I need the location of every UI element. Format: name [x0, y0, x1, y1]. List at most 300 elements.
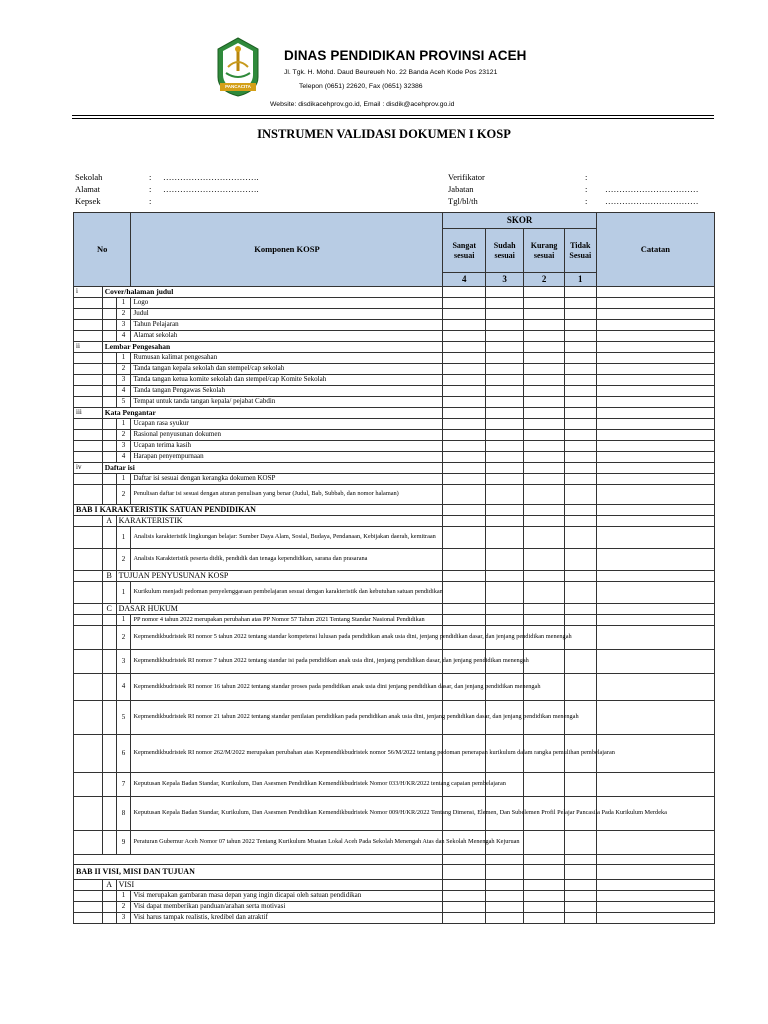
score-cell[interactable]: [524, 364, 564, 375]
item-text: Ucapan rasa syukur: [131, 419, 443, 430]
score-cell[interactable]: [564, 855, 596, 865]
score-cell[interactable]: [443, 331, 486, 342]
score-cell[interactable]: [564, 674, 596, 701]
id-colon: :: [585, 196, 588, 206]
id-colon: :: [585, 184, 588, 194]
score-cell[interactable]: [443, 375, 486, 386]
score-cell[interactable]: [524, 320, 564, 331]
catatan-cell[interactable]: [596, 320, 714, 331]
score-cell[interactable]: [564, 419, 596, 430]
score-cell[interactable]: [486, 615, 524, 626]
table-row: [74, 353, 715, 364]
catatan-cell[interactable]: [596, 331, 714, 342]
score-cell[interactable]: [443, 364, 486, 375]
score-cell[interactable]: [524, 891, 564, 902]
catatan-cell[interactable]: [596, 650, 714, 674]
item-text: PP nomor 4 tahun 2022 merupakan perubahan atas PP Nomor 57 Tahun 2021 Tentang Standar Nasional Pendidikan: [131, 615, 443, 626]
catatan-cell[interactable]: [596, 505, 714, 516]
score-cell[interactable]: [524, 865, 564, 880]
table-row: [74, 913, 715, 924]
item-number: 3: [116, 320, 131, 331]
row-indent: [102, 615, 116, 626]
score-cell[interactable]: [524, 831, 564, 855]
catatan-cell[interactable]: [596, 397, 714, 408]
score-cell[interactable]: [564, 582, 596, 604]
catatan-cell[interactable]: [596, 452, 714, 463]
id-value-sekolah[interactable]: …………………………….: [163, 172, 259, 182]
catatan-cell[interactable]: [596, 549, 714, 571]
table-row: [74, 516, 715, 527]
row-indent: [102, 582, 116, 604]
score-cell[interactable]: [524, 331, 564, 342]
row-number: [74, 549, 103, 571]
score-cell[interactable]: [443, 309, 486, 320]
subsection-letter: A: [102, 880, 116, 891]
score-cell[interactable]: [486, 880, 524, 891]
item-number: 8: [116, 797, 131, 831]
item-number: 4: [116, 674, 131, 701]
score-cell[interactable]: [443, 353, 486, 364]
item-text: Analisis Karakteristik peserta didik, pendidik dan tenaga kependidikan, sarana dan prasarana: [131, 549, 443, 571]
section-title: Cover/halaman judul: [102, 287, 443, 298]
score-cell[interactable]: [564, 880, 596, 891]
score-cell[interactable]: [443, 880, 486, 891]
score-cell[interactable]: [524, 375, 564, 386]
table-row: [74, 408, 715, 419]
score-cell[interactable]: [524, 397, 564, 408]
catatan-cell[interactable]: [596, 463, 714, 474]
row-indent: [102, 913, 116, 924]
subsection-title: KARAKTERISTIK: [116, 516, 443, 527]
score-cell[interactable]: [524, 386, 564, 397]
catatan-cell[interactable]: [596, 615, 714, 626]
score-cell[interactable]: [486, 855, 524, 865]
table-row: [74, 527, 715, 549]
catatan-cell[interactable]: [596, 375, 714, 386]
row-indent: [102, 626, 116, 650]
score-cell[interactable]: [486, 474, 524, 485]
score-cell[interactable]: [486, 505, 524, 516]
table-row: [74, 386, 715, 397]
score-cell[interactable]: [443, 452, 486, 463]
score-cell[interactable]: [564, 441, 596, 452]
row-number: [74, 441, 103, 452]
score-cell[interactable]: [564, 549, 596, 571]
score-cell[interactable]: [524, 474, 564, 485]
score-cell[interactable]: [443, 485, 486, 505]
score-cell[interactable]: [443, 430, 486, 441]
section-title: Kata Pengantar: [102, 408, 443, 419]
score-cell[interactable]: [524, 604, 564, 615]
score-cell[interactable]: [564, 375, 596, 386]
score-cell[interactable]: [564, 773, 596, 797]
score-cell[interactable]: [486, 902, 524, 913]
row-number: [74, 735, 103, 773]
score-cell[interactable]: [486, 397, 524, 408]
score-cell[interactable]: [564, 516, 596, 527]
blank-cell: [74, 855, 443, 865]
score-cell[interactable]: [486, 549, 524, 571]
row-indent: [102, 701, 116, 735]
item-text: Daftar isi sesuai dengan kerangka dokumen KOSP: [131, 474, 443, 485]
catatan-cell[interactable]: [596, 474, 714, 485]
score-cell[interactable]: [524, 419, 564, 430]
catatan-cell[interactable]: [596, 582, 714, 604]
row-indent: [102, 650, 116, 674]
score-cell[interactable]: [524, 650, 564, 674]
score-cell[interactable]: [564, 463, 596, 474]
catatan-cell[interactable]: [596, 880, 714, 891]
score-cell[interactable]: [524, 408, 564, 419]
row-indent: [102, 527, 116, 549]
table-row: [74, 891, 715, 902]
score-cell[interactable]: [524, 902, 564, 913]
row-indent: [102, 831, 116, 855]
score-cell[interactable]: [486, 913, 524, 924]
score-cell[interactable]: [443, 902, 486, 913]
score-cell[interactable]: [486, 287, 524, 298]
score-cell[interactable]: [443, 386, 486, 397]
table-row: [74, 441, 715, 452]
row-number: [74, 309, 103, 320]
score-cell[interactable]: [486, 331, 524, 342]
table-row: [74, 831, 715, 855]
row-number: [74, 773, 103, 797]
score-cell[interactable]: [524, 430, 564, 441]
score-cell[interactable]: [443, 474, 486, 485]
catatan-cell[interactable]: [596, 353, 714, 364]
score-cell[interactable]: [486, 485, 524, 505]
row-number: ii: [74, 342, 103, 353]
catatan-cell[interactable]: [596, 364, 714, 375]
score-cell[interactable]: [443, 505, 486, 516]
score-cell[interactable]: [564, 386, 596, 397]
score-cell[interactable]: [524, 287, 564, 298]
score-cell[interactable]: [564, 902, 596, 913]
score-cell[interactable]: [524, 913, 564, 924]
table-row: [74, 375, 715, 386]
item-number: 4: [116, 331, 131, 342]
score-cell[interactable]: [564, 527, 596, 549]
row-number: [74, 452, 103, 463]
row-number: [74, 797, 103, 831]
score-cell[interactable]: [443, 913, 486, 924]
catatan-cell[interactable]: [596, 527, 714, 549]
catatan-cell[interactable]: [596, 674, 714, 701]
score-cell[interactable]: [443, 287, 486, 298]
header-tidak-sesuai: Tidak Sesuai: [564, 229, 596, 273]
catatan-cell[interactable]: [596, 604, 714, 615]
header-rule-thin: [72, 118, 714, 119]
score-cell[interactable]: [524, 309, 564, 320]
agency-website: Website: disdikacehprov.go.id, Email : disdik@acehprov.go.id: [270, 101, 455, 108]
subsection-letter: C: [102, 604, 116, 615]
score-cell[interactable]: [486, 419, 524, 430]
catatan-cell[interactable]: [596, 701, 714, 735]
score-cell[interactable]: [443, 615, 486, 626]
score-cell[interactable]: [443, 549, 486, 571]
catatan-cell[interactable]: [596, 386, 714, 397]
row-number: [74, 831, 103, 855]
score-cell[interactable]: [524, 441, 564, 452]
catatan-cell[interactable]: [596, 516, 714, 527]
item-number: 4: [116, 386, 131, 397]
score-value-1: 1: [564, 273, 596, 287]
score-cell[interactable]: [564, 353, 596, 364]
score-cell[interactable]: [524, 773, 564, 797]
table-row: [74, 701, 715, 735]
score-cell[interactable]: [486, 582, 524, 604]
score-cell[interactable]: [524, 298, 564, 309]
table-row: [74, 342, 715, 353]
table-row: [74, 419, 715, 430]
score-cell[interactable]: [486, 604, 524, 615]
row-number: [74, 320, 103, 331]
score-cell[interactable]: [524, 505, 564, 516]
score-cell[interactable]: [443, 419, 486, 430]
score-cell[interactable]: [564, 891, 596, 902]
id-value-alamat[interactable]: …………………………….: [163, 184, 259, 194]
id-label-alamat: Alamat: [75, 184, 101, 194]
score-cell[interactable]: [524, 880, 564, 891]
score-cell[interactable]: [486, 342, 524, 353]
item-text: Peraturan Gubernur Aceh Nomor 07 tahun 2022 Tentang Kurikulum Muatan Lokal Aceh Pada Sekolah Menengah Atas dan Sekolah Menengah Kejuruan: [131, 831, 443, 855]
item-number: 2: [116, 626, 131, 650]
score-cell[interactable]: [443, 516, 486, 527]
catatan-cell[interactable]: [596, 342, 714, 353]
score-cell[interactable]: [443, 408, 486, 419]
item-text: Penulisan daftar isi sesuai dengan aturan penulisan yang benar (Judul, Bab, Subbab, dan nomor halaman): [131, 485, 443, 505]
item-text: Tanda tangan ketua komite sekolah dan stempel/cap Komite Sekolah: [131, 375, 443, 386]
score-cell[interactable]: [486, 571, 524, 582]
header-kurang-sesuai: Kurang sesuai: [524, 229, 564, 273]
score-cell[interactable]: [564, 397, 596, 408]
score-cell[interactable]: [443, 298, 486, 309]
score-cell[interactable]: [524, 452, 564, 463]
row-number: [74, 891, 103, 902]
score-cell[interactable]: [524, 485, 564, 505]
row-number: i: [74, 287, 103, 298]
score-cell[interactable]: [486, 516, 524, 527]
catatan-cell[interactable]: [596, 309, 714, 320]
score-cell[interactable]: [486, 408, 524, 419]
item-text: Kepmendikbudristek RI nomor 21 tahun 2022 tentang standar penilaian pendidikan pada pendidikan anak usia dini, jenjang pendidikan dasar, dan jenjang pendidikan menengah: [131, 701, 443, 735]
row-number: [74, 913, 103, 924]
score-cell[interactable]: [564, 287, 596, 298]
score-cell[interactable]: [486, 441, 524, 452]
item-text: Analisis karakteristik lingkungan belajar: Sumber Daya Alam, Sosial, Budaya, Pendanaan, Kebijakan daerah, kemitraan: [131, 527, 443, 549]
score-cell[interactable]: [564, 650, 596, 674]
item-text: Keputusan Kepala Badan Standar, Kurikulum, Dan Asesmen Pendidikan Kemendikbudristek Nomor 009/H/KR/2022 Tentang Dimensi, Elemen, Dan Subelemen Profil Pelajar Pancasila Pada Kurikulum Merdeka: [131, 797, 443, 831]
catatan-cell[interactable]: [596, 287, 714, 298]
table-row: [74, 674, 715, 701]
score-cell[interactable]: [564, 342, 596, 353]
score-cell[interactable]: [486, 375, 524, 386]
score-cell[interactable]: [564, 485, 596, 505]
score-cell[interactable]: [564, 865, 596, 880]
row-number: [74, 674, 103, 701]
header-catatan: Catatan: [596, 213, 714, 287]
subsection-title: DASAR HUKUM: [116, 604, 443, 615]
score-cell[interactable]: [524, 463, 564, 474]
score-cell[interactable]: [564, 604, 596, 615]
catatan-cell[interactable]: [596, 419, 714, 430]
catatan-cell[interactable]: [596, 865, 714, 880]
table-row: [74, 463, 715, 474]
score-cell[interactable]: [564, 452, 596, 463]
score-cell[interactable]: [564, 615, 596, 626]
score-cell[interactable]: [443, 604, 486, 615]
item-text: Visi dapat memberikan panduan/arahan serta motivasi: [131, 902, 443, 913]
table-row: [74, 735, 715, 773]
score-cell[interactable]: [486, 298, 524, 309]
row-indent: [102, 549, 116, 571]
catatan-cell[interactable]: [596, 913, 714, 924]
item-number: 1: [116, 891, 131, 902]
score-cell[interactable]: [564, 831, 596, 855]
row-indent: [102, 298, 116, 309]
id-colon: :: [585, 172, 588, 182]
row-number: [74, 626, 103, 650]
score-cell[interactable]: [486, 452, 524, 463]
score-cell[interactable]: [486, 463, 524, 474]
catatan-cell[interactable]: [596, 773, 714, 797]
row-number: [74, 880, 103, 891]
score-cell[interactable]: [564, 505, 596, 516]
header-rule: [72, 115, 714, 116]
score-cell[interactable]: [443, 441, 486, 452]
table-row: [74, 865, 715, 880]
item-text: Tanda tangan Pengawas Sekolah: [131, 386, 443, 397]
row-indent: [102, 674, 116, 701]
catatan-cell[interactable]: [596, 408, 714, 419]
id-label-tanggal: Tgl/bl/th: [448, 196, 478, 206]
score-cell[interactable]: [564, 913, 596, 924]
score-cell[interactable]: [486, 527, 524, 549]
catatan-cell[interactable]: [596, 626, 714, 650]
subsection-letter: B: [102, 571, 116, 582]
table-body: [74, 287, 715, 924]
score-cell[interactable]: [564, 408, 596, 419]
header-sudah-sesuai: Sudah sesuai: [486, 229, 524, 273]
score-cell[interactable]: [443, 891, 486, 902]
id-value-jabatan[interactable]: ……………………………: [605, 184, 699, 194]
row-number: [74, 397, 103, 408]
score-cell[interactable]: [443, 865, 486, 880]
row-number: [74, 485, 103, 505]
id-value-tanggal[interactable]: ……………………………: [605, 196, 699, 206]
row-number: [74, 650, 103, 674]
table-row: [74, 320, 715, 331]
score-cell[interactable]: [564, 430, 596, 441]
agency-name: DINAS PENDIDIKAN PROVINSI ACEH: [284, 48, 527, 63]
table-row: [74, 797, 715, 831]
row-number: iii: [74, 408, 103, 419]
row-indent: [102, 902, 116, 913]
catatan-cell[interactable]: [596, 298, 714, 309]
item-number: 1: [116, 615, 131, 626]
item-number: 9: [116, 831, 131, 855]
score-cell[interactable]: [486, 865, 524, 880]
item-text: Kurikulum menjadi pedoman penyelenggaraan pembelajaran sesuai dengan karakteristik dan kebutuhan satuan pendidikan: [131, 582, 443, 604]
header-skor: SKOR: [443, 213, 596, 229]
score-cell[interactable]: [564, 474, 596, 485]
catatan-cell[interactable]: [596, 441, 714, 452]
score-cell[interactable]: [486, 320, 524, 331]
score-cell[interactable]: [486, 386, 524, 397]
score-cell[interactable]: [443, 527, 486, 549]
score-cell[interactable]: [486, 353, 524, 364]
score-cell[interactable]: [443, 342, 486, 353]
table-row: [74, 902, 715, 913]
score-cell[interactable]: [524, 615, 564, 626]
row-number: [74, 604, 103, 615]
row-number: [74, 527, 103, 549]
header-no: No: [74, 213, 131, 287]
row-number: [74, 331, 103, 342]
row-indent: [102, 441, 116, 452]
catatan-cell[interactable]: [596, 485, 714, 505]
item-text: Kepmendikbudristek RI nomor 262/M/2022 merupakan perubahan atas Kepmendikbudristek nomor 56/M/2022 tentang pedoman penerapan kurikulum dalam rangka pemulihan pembelajaran: [131, 735, 443, 773]
score-cell[interactable]: [486, 364, 524, 375]
score-cell[interactable]: [564, 320, 596, 331]
item-text: Tempat untuk tanda tangan kepala/ pejabat Cabdin: [131, 397, 443, 408]
catatan-cell[interactable]: [596, 430, 714, 441]
catatan-cell[interactable]: [596, 891, 714, 902]
score-cell[interactable]: [564, 364, 596, 375]
score-cell[interactable]: [524, 353, 564, 364]
table-row: [74, 474, 715, 485]
score-cell[interactable]: [524, 516, 564, 527]
score-cell[interactable]: [524, 855, 564, 865]
score-cell[interactable]: [486, 430, 524, 441]
row-number: [74, 353, 103, 364]
score-cell[interactable]: [524, 582, 564, 604]
score-cell[interactable]: [564, 571, 596, 582]
row-indent: [102, 386, 116, 397]
score-cell[interactable]: [443, 582, 486, 604]
score-cell[interactable]: [524, 527, 564, 549]
score-cell[interactable]: [486, 309, 524, 320]
score-cell[interactable]: [443, 320, 486, 331]
score-cell[interactable]: [443, 463, 486, 474]
item-text: Harapan penyempurnaan: [131, 452, 443, 463]
score-cell[interactable]: [524, 342, 564, 353]
score-cell[interactable]: [443, 571, 486, 582]
score-cell[interactable]: [524, 549, 564, 571]
score-cell[interactable]: [443, 855, 486, 865]
agency-address: Jl. Tgk. H. Mohd. Daud Beureueh No. 22 Banda Aceh Kode Pos 23121: [284, 69, 498, 76]
catatan-cell[interactable]: [596, 571, 714, 582]
catatan-cell[interactable]: [596, 831, 714, 855]
score-cell[interactable]: [443, 397, 486, 408]
row-number: [74, 902, 103, 913]
score-cell[interactable]: [524, 571, 564, 582]
score-cell[interactable]: [564, 298, 596, 309]
table-row: [74, 397, 715, 408]
score-cell[interactable]: [486, 891, 524, 902]
item-number: 2: [116, 549, 131, 571]
item-text: Alamat sekolah: [131, 331, 443, 342]
catatan-cell[interactable]: [596, 855, 714, 865]
id-label-jabatan: Jabatan: [448, 184, 474, 194]
agency-phone: Telepon (0651) 22620, Fax (0651) 32386: [299, 83, 423, 90]
catatan-cell[interactable]: [596, 902, 714, 913]
score-cell[interactable]: [564, 331, 596, 342]
score-cell[interactable]: [564, 309, 596, 320]
table-row: [74, 880, 715, 891]
item-number: 3: [116, 375, 131, 386]
